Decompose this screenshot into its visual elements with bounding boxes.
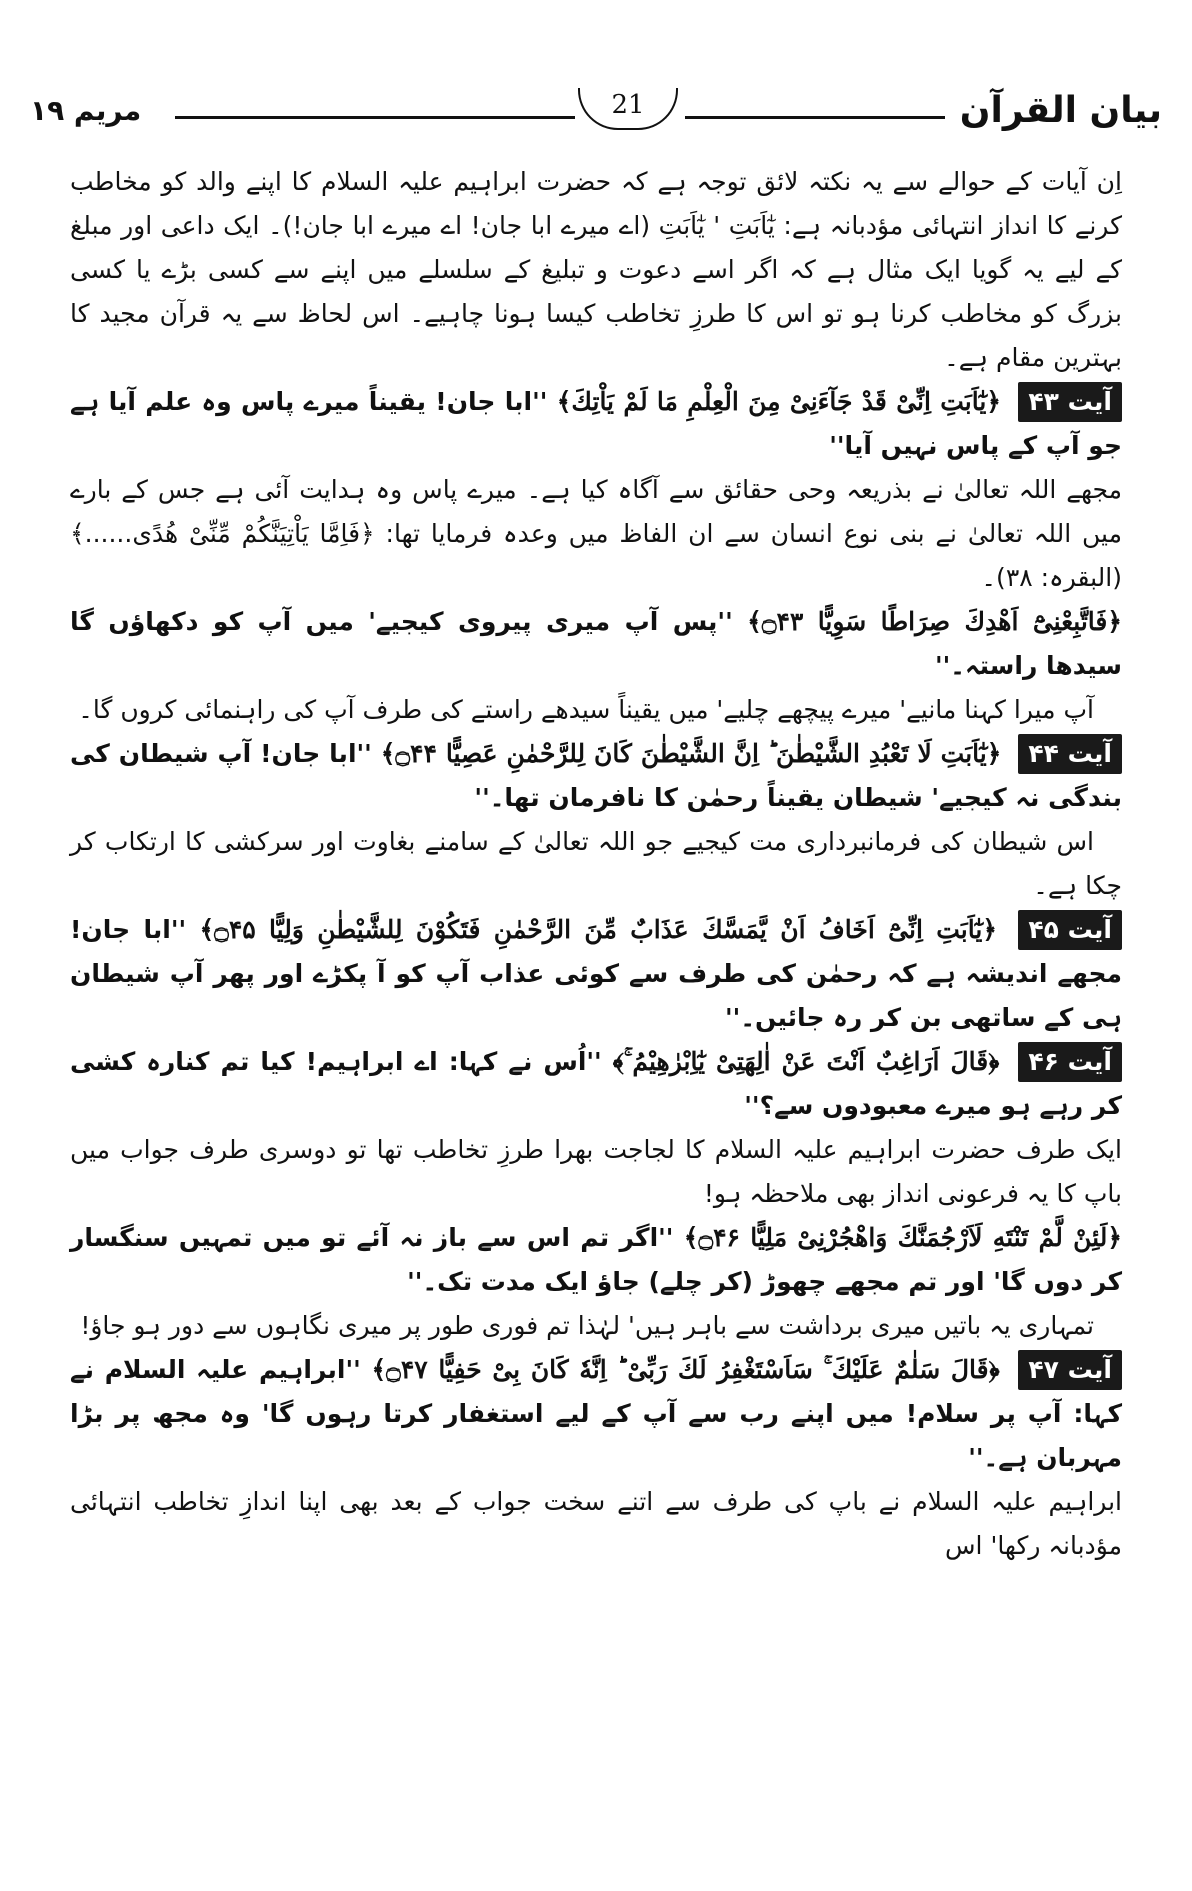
ayah-translation: ''پس آپ میری پیروی کیجیے' میں آپ کو دکھاؤں گا سیدھا راستہ۔'' <box>70 607 1122 680</box>
ayah-46 <box>70 1040 1122 1128</box>
surah-name: مریم ۱۹ <box>30 94 142 127</box>
ayah-45 <box>70 908 1122 1040</box>
ayah-43-cont <box>70 600 1122 688</box>
header-rule-left <box>175 116 575 119</box>
ayah-translation: ''اُس نے کہا: اے ابراہیم! کیا تم کنارہ کشی کر رہے ہو میرے معبودوں سے؟'' <box>70 1047 1122 1120</box>
ayah-translation: ''اگر تم اس سے باز نہ آئے تو میں تمہیں سنگسار کر دوں گا' اور تم مجھے چھوڑ (کر چلے) جاؤ ایک مدت تک۔'' <box>70 1223 1122 1296</box>
ayah-44 <box>70 732 1122 820</box>
ayah-arabic: ﴿یٰٓاَبَتِ لَا تَعْبُدِ الشَّیْطٰنَ ؕ اِنَّ الشَّیْطٰنَ كَانَ لِلرَّحْمٰنِ عَصِیًّا ۝۴۴﴾ <box>380 739 1002 768</box>
ayah-translation: ''ابراہیم علیہ السلام نے کہا: آپ پر سلام! میں اپنے رب سے آپ کے لیے استغفار کرتا رہوں گا' وہ مجھ پر بڑا مہربان ہے۔'' <box>70 1355 1122 1472</box>
ayah-label: آیت ۴۳ <box>1018 382 1122 422</box>
ayah-47 <box>70 1348 1122 1480</box>
ayah-label: آیت ۴۷ <box>1018 1350 1122 1390</box>
paragraph-commentary: مجھے اللہ تعالیٰ نے بذریعہ وحی حقائق سے آگاہ کیا ہے۔ میرے پاس وہ ہدایت آئی ہے جس کے بارے میں اللہ تعالیٰ نے بنی نوع انسان سے ان الفاظ میں وعدہ فرمایا تھا: ﴿فَاِمَّا یَاْتِیَنَّكُمْ مِّنِّیْ هُدًى......﴾ (البقرہ: ۳۸)۔ <box>70 475 1122 592</box>
paragraph-intro: اِن آیات کے حوالے سے یہ نکتہ لائق توجہ ہے کہ حضرت ابراہیم علیہ السلام کا اپنے والد کو مخاطب کرنے کا انداز انتہائی مؤدبانہ ہے: یٰٓاَبَتِ ' یٰٓاَبَتِ (اے میرے ابا جان! اے میرے ابا جان!)۔ ایک داعی اور مبلغ کے لیے یہ گویا ایک مثال ہے کہ اگر اسے دعوت و تبلیغ کے سلسلے میں اپنے سے کسی بڑے یا کسی بزرگ کو مخاطب کرنا ہو تو اس کا طرزِ تخاطب کیسا ہونا چاہیے۔ اس لحاظ سے یہ قرآن مجید کا بہترین مقام ہے۔ <box>70 167 1122 372</box>
ayah-label: آیت ۴۴ <box>1018 734 1122 774</box>
paragraph-commentary: ایک طرف حضرت ابراہیم علیہ السلام کا لجاجت بھرا طرزِ تخاطب تھا تو دوسری طرف جواب میں باپ کا یہ فرعونی انداز بھی ملاحظہ ہو! <box>70 1135 1122 1208</box>
ayah-arabic: ﴿لَئِنْ لَّمْ تَنْتَهِ لَاَرْجُمَنَّكَ وَاهْجُرْنِیْ مَلِیًّا ۝۴۶﴾ <box>683 1223 1122 1252</box>
ayah-43 <box>70 380 1122 468</box>
book-title: بیان القرآن <box>959 90 1162 131</box>
ayah-arabic: ﴿فَاتَّبِعْنِیْٓ اَهْدِكَ صِرَاطًا سَوِیًّا ۝۴۳﴾ <box>747 607 1122 636</box>
page-header <box>30 88 1162 148</box>
ayah-arabic: ﴿قَالَ سَلٰمٌ عَلَیْكَ ۚ سَاَسْتَغْفِرُ لَكَ رَبِّیْ ؕ اِنَّهٗ كَانَ بِیْ حَفِیًّا ۝۴۷﴾ <box>371 1355 1000 1384</box>
paragraph-commentary: تمہاری یہ باتیں میری برداشت سے باہر ہیں' لہٰذا تم فوری طور پر میری نگاہوں سے دور ہو جاؤ! <box>80 1311 1094 1340</box>
ayah-label: آیت ۴۵ <box>1018 910 1122 950</box>
ayah-label: آیت ۴۶ <box>1018 1042 1122 1082</box>
paragraph-commentary: آپ میرا کہنا مانیے' میرے پیچھے چلیے' میں یقیناً سیدھے راستے کی طرف آپ کی راہنمائی کروں گا۔ <box>78 695 1094 724</box>
page-body <box>70 160 1122 1568</box>
ayah-translation: ''ابا جان! مجھے اندیشہ ہے کہ رحمٰن کی طرف سے کوئی عذاب آپ کو آ پکڑے اور پھر آپ شیطان ہی کے ساتھی بن کر رہ جائیں۔'' <box>70 915 1122 1032</box>
header-rule-right <box>685 116 945 119</box>
paragraph-commentary: اس شیطان کی فرمانبرداری مت کیجیے جو اللہ تعالیٰ کے سامنے بغاوت اور سرکشی کا ارتکاب کر چکا ہے۔ <box>70 827 1122 900</box>
ayah-arabic: ﴿قَالَ اَرَاغِبٌ اَنْتَ عَنْ اٰلِهَتِیْ یٰٓاِبْرٰهِیْمُ ۚ﴾ <box>612 1047 1000 1076</box>
ayah-translation: ''ابا جان! یقیناً میرے پاس وہ علم آیا ہے جو آپ کے پاس نہیں آیا'' <box>70 387 1122 460</box>
paragraph-commentary: ابراہیم علیہ السلام نے باپ کی طرف سے اتنے سخت جواب کے بعد بھی اپنا اندازِ تخاطب انتہائی مؤدبانہ رکھا' اس <box>70 1487 1122 1560</box>
ayah-arabic: ﴿یٰٓاَبَتِ اِنِّیْ قَدْ جَآءَنِیْ مِنَ الْعِلْمِ مَا لَمْ یَاْتِكَ﴾ <box>556 387 1001 416</box>
ayah-translation: ''ابا جان! آپ شیطان کی بندگی نہ کیجیے' شیطان یقیناً رحمٰن کا نافرمان تھا۔'' <box>70 739 1122 812</box>
ayah-46-cont <box>70 1216 1122 1304</box>
ayah-arabic: ﴿یٰٓاَبَتِ اِنِّیْٓ اَخَافُ اَنْ یَّمَسَّكَ عَذَابٌ مِّنَ الرَّحْمٰنِ فَتَكُوْنَ لِلشَّیْطٰنِ وَلِیًّا ۝۴۵﴾ <box>199 915 997 944</box>
page-number: 21 <box>578 88 678 130</box>
